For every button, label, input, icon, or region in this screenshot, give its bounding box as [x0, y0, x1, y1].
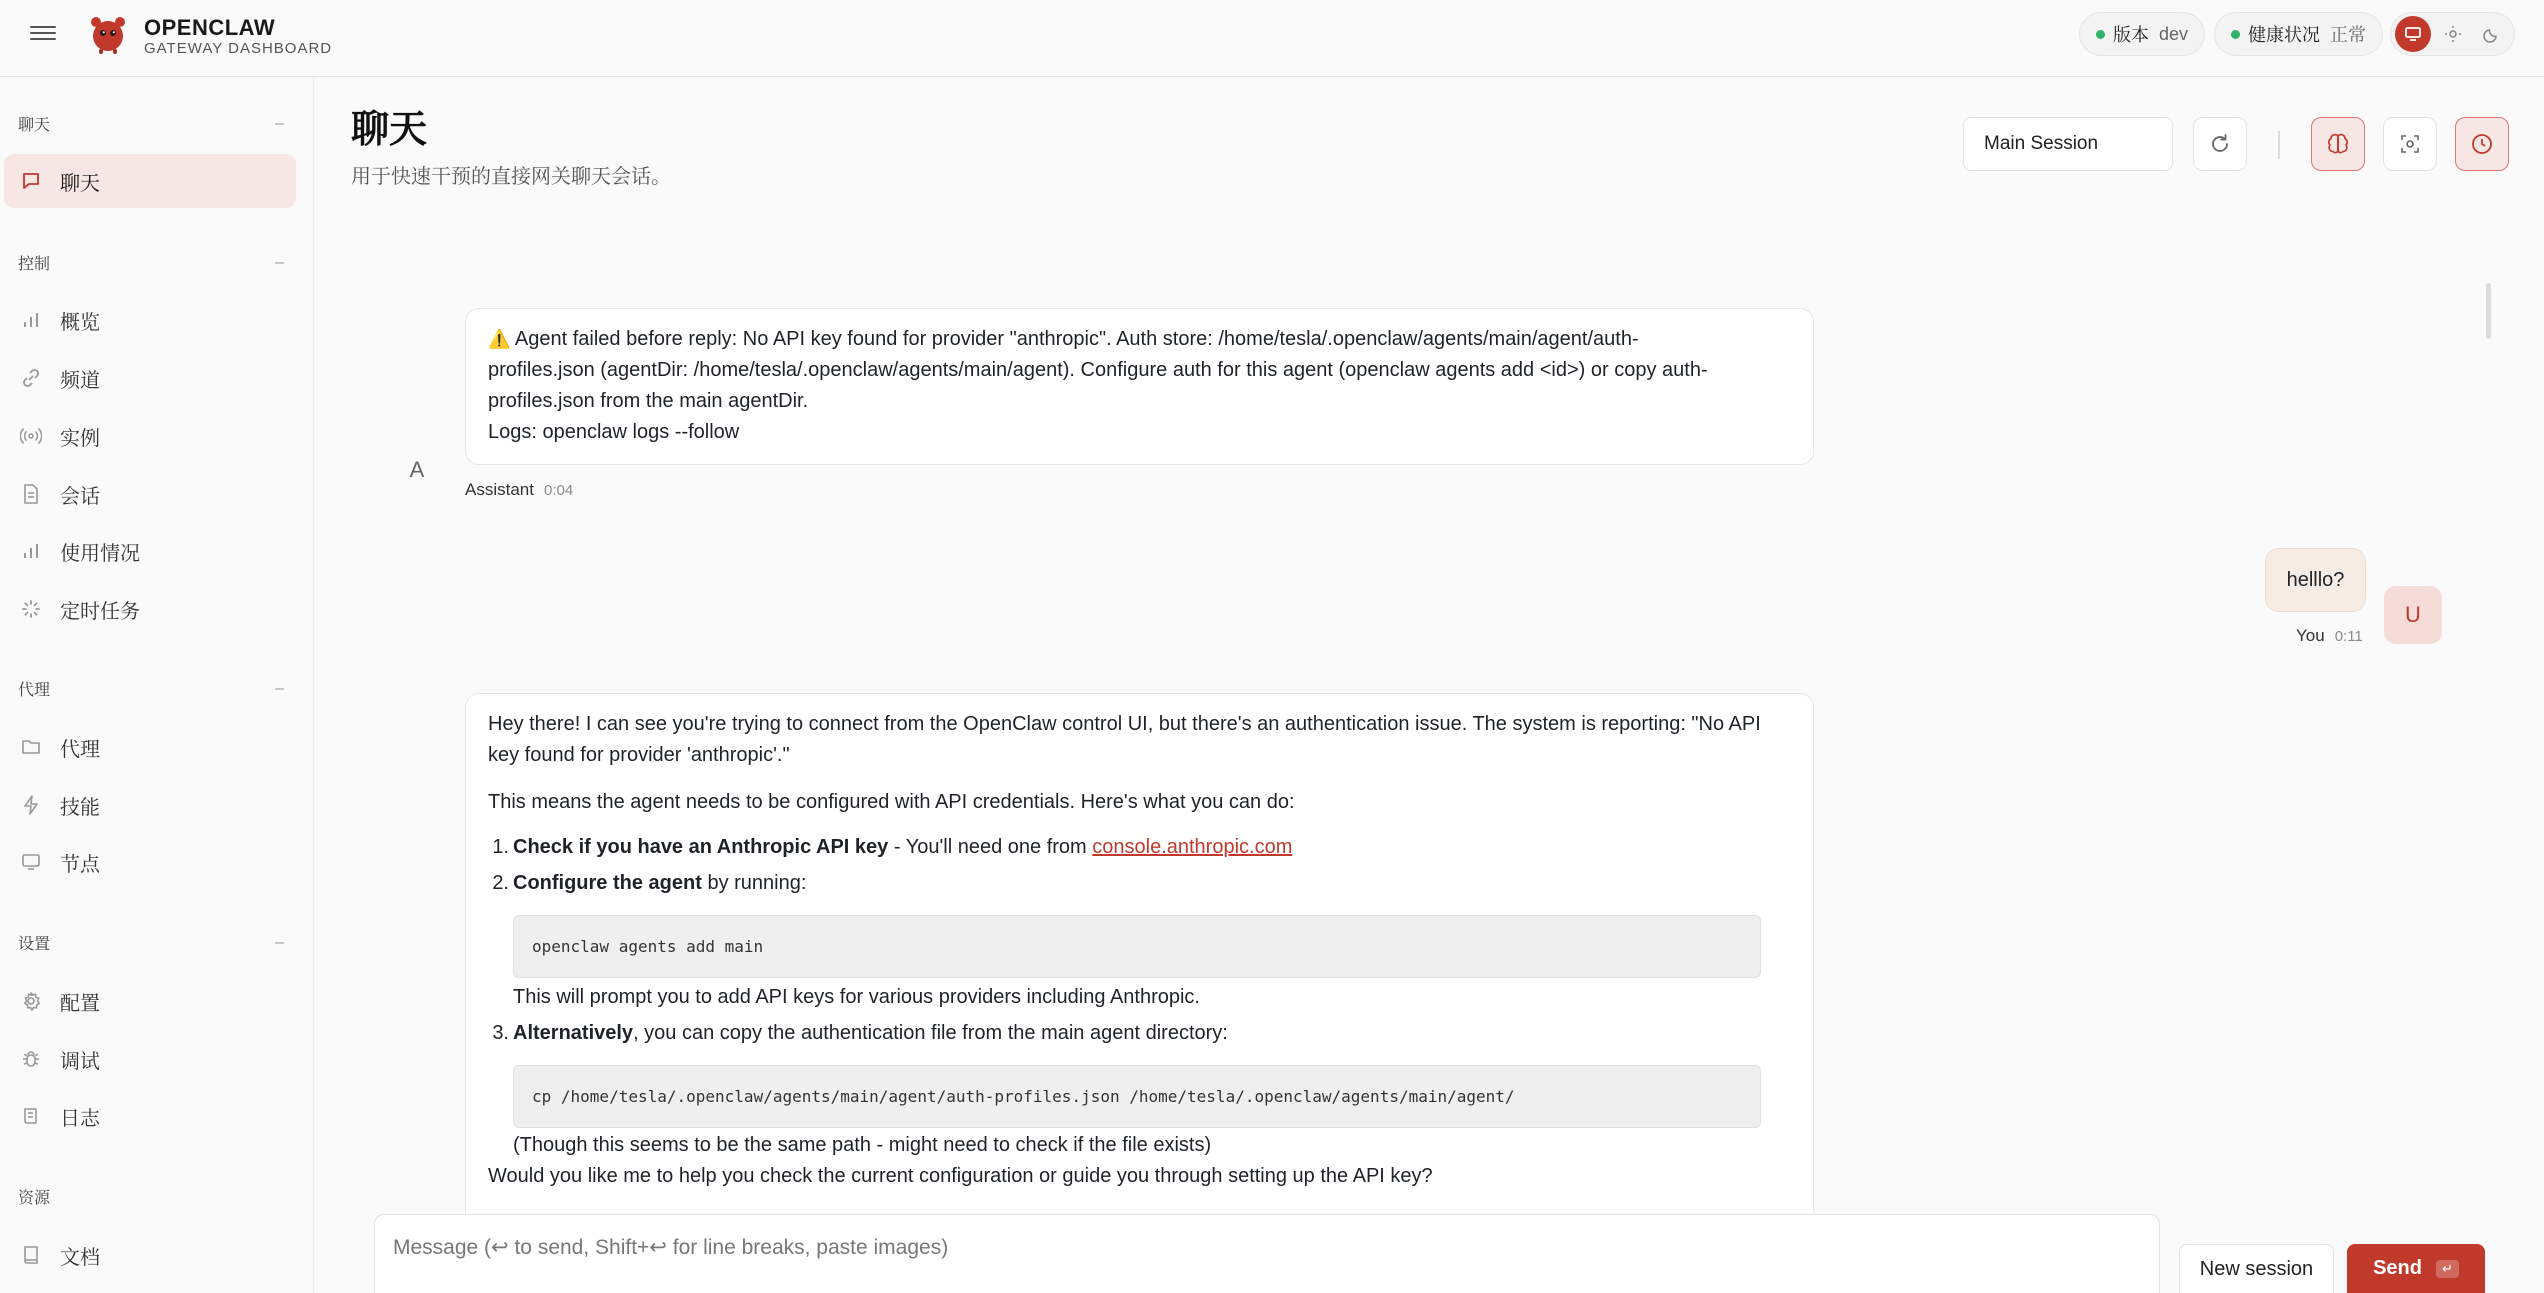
send-button[interactable]	[2347, 1244, 2485, 1293]
sun-icon	[2444, 25, 2462, 43]
sidebar-item-label: 文档	[60, 1246, 100, 1269]
theme-switcher	[2390, 12, 2515, 56]
sidebar-section-agents[interactable]	[18, 677, 284, 700]
clock-icon	[2470, 132, 2494, 156]
health-label: 健康状况	[2248, 25, 2320, 45]
sidebar-item-label: 定时任务	[60, 600, 140, 623]
monitor-icon	[20, 851, 42, 873]
list-number: 1.	[492, 836, 509, 858]
sidebar	[0, 77, 314, 1293]
list-item	[488, 832, 1791, 863]
history-button[interactable]	[2455, 117, 2509, 171]
step-title: Check if you have an Anthropic API key	[513, 836, 889, 858]
sidebar-item-label: 调试	[60, 1050, 100, 1073]
code-block[interactable]	[513, 915, 1761, 978]
message-meta	[465, 480, 573, 500]
gear-icon	[20, 990, 42, 1012]
health-badge	[2214, 12, 2383, 56]
page-subtitle: 用于快速干预的直接网关聊天会话。	[351, 166, 671, 188]
book-icon	[20, 1244, 42, 1266]
openclaw-logo	[86, 12, 130, 56]
sidebar-item-label: 实例	[60, 427, 100, 450]
version-badge	[2079, 12, 2205, 56]
broadcast-icon	[20, 425, 42, 447]
enter-key-icon: ↵	[2436, 1260, 2459, 1278]
sidebar-item-sessions[interactable]	[4, 467, 296, 521]
chat-icon	[20, 170, 42, 192]
reply-text: Would you like me to help you check the current configuration or guide you through setting up the API key?	[488, 1165, 1433, 1187]
sidebar-item-label: 聊天	[60, 172, 100, 195]
list-item	[488, 868, 1791, 899]
section-title: 代理	[18, 682, 51, 699]
sidebar-item-label: 节点	[60, 853, 100, 876]
monitor-icon	[2404, 25, 2422, 43]
sidebar-item-skills[interactable]	[4, 778, 296, 832]
sidebar-item-label: 配置	[60, 992, 100, 1015]
chat-scrollbar[interactable]	[2486, 283, 2491, 339]
sidebar-item-label: 概览	[60, 311, 100, 334]
step-title: Alternatively	[513, 1022, 634, 1044]
error-line: profiles.json from the main agentDir.	[488, 390, 809, 412]
menu-icon[interactable]	[30, 22, 56, 48]
reply-text: This will prompt you to add API keys for various providers including Anthropic.	[513, 986, 1200, 1008]
error-line: Logs: openclaw logs --follow	[488, 421, 740, 443]
top-bar	[0, 0, 2544, 77]
sidebar-item-label: 日志	[60, 1107, 100, 1130]
theme-dark-button[interactable]	[2474, 16, 2510, 52]
code-text: cp /home/tesla/.openclaw/agents/main/agent/auth-profiles.json /home/tesla/.openclaw/agents/main/agent/	[532, 1087, 1515, 1106]
message-meta	[2296, 626, 2363, 646]
error-line: profiles.json (agentDir: /home/tesla/.openclaw/agents/main/agent). Configure auth for this agent (openclaw agents add <id>) or copy auth-	[488, 359, 1708, 381]
scroll-icon	[20, 1105, 42, 1127]
refresh-icon	[2209, 133, 2231, 155]
sidebar-item-config[interactable]	[4, 974, 296, 1028]
bar-chart-icon	[20, 540, 42, 562]
sidebar-section-chat[interactable]	[18, 112, 284, 135]
moon-icon	[2483, 25, 2501, 43]
loader-icon	[20, 598, 42, 620]
collapse-icon: –	[275, 253, 284, 271]
sidebar-item-usage[interactable]	[4, 524, 296, 578]
assistant-reply-message	[465, 693, 1814, 1213]
sender-name: Assistant	[465, 480, 534, 499]
bar-chart-icon	[20, 309, 42, 331]
sidebar-item-debug[interactable]	[4, 1032, 296, 1086]
error-line: Agent failed before reply: No API key found for provider "anthropic". Auth store: /home/tesla/.openclaw/agents/main/agent/auth-	[514, 328, 1639, 350]
section-title: 设置	[18, 936, 51, 953]
status-dot-icon	[2096, 30, 2105, 39]
step-title: Configure the agent	[513, 872, 702, 894]
message-time: 0:11	[2334, 628, 2363, 645]
theme-system-button[interactable]	[2395, 16, 2431, 52]
focus-button[interactable]	[2383, 117, 2437, 171]
reply-text: (Though this seems to be the same path - might need to check if the file exists)	[513, 1134, 1212, 1156]
reply-text: This means the agent needs to be configured with API credentials. Here's what you can do:	[488, 791, 1295, 813]
brand-subtitle: GATEWAY DASHBOARD	[144, 40, 333, 57]
link-icon	[20, 367, 42, 389]
sidebar-item-label: 使用情况	[60, 542, 140, 565]
section-title: 控制	[18, 256, 51, 273]
section-title: 聊天	[18, 117, 51, 134]
collapse-icon: –	[275, 933, 284, 951]
sender-name: You	[2296, 626, 2325, 645]
sidebar-item-channels[interactable]	[4, 351, 296, 405]
sidebar-item-docs[interactable]	[4, 1228, 296, 1282]
assistant-avatar: A	[409, 457, 425, 482]
anthropic-console-link[interactable]: console.anthropic.com	[1092, 836, 1293, 858]
sidebar-item-label: 代理	[60, 738, 100, 761]
message-time: 0:04	[543, 482, 574, 499]
focus-icon	[2399, 133, 2421, 155]
sidebar-item-agents[interactable]	[4, 720, 296, 774]
new-session-button[interactable]: New session	[2179, 1244, 2334, 1293]
theme-light-button[interactable]	[2435, 16, 2471, 52]
page-title: 聊天	[351, 109, 428, 151]
folder-icon	[20, 736, 42, 758]
thinking-toggle-button[interactable]	[2311, 117, 2365, 171]
version-value: dev	[2159, 23, 2189, 44]
code-text: openclaw agents add main	[532, 937, 764, 956]
step-text: - You'll need one from	[888, 836, 1093, 858]
sidebar-item-label: 技能	[60, 796, 100, 819]
sidebar-item-logs[interactable]	[4, 1089, 296, 1143]
step-text: , you can copy the authentication file from the main agent directory:	[633, 1022, 1228, 1044]
toolbar-divider	[2278, 131, 2280, 159]
health-value: 正常	[2330, 25, 2366, 45]
session-select[interactable]: Main Session	[1963, 117, 2173, 171]
user-message	[2265, 548, 2366, 612]
bug-icon	[20, 1048, 42, 1070]
message-input[interactable]	[374, 1214, 2160, 1293]
sidebar-item-nodes[interactable]	[4, 835, 296, 889]
section-title: 资源	[18, 1190, 51, 1207]
list-number: 2.	[492, 872, 509, 894]
list-number: 3.	[492, 1022, 509, 1044]
version-label: 版本	[2113, 25, 2149, 45]
brand-title: OPENCLAW	[144, 15, 276, 40]
refresh-button[interactable]	[2193, 117, 2247, 171]
sidebar-item-instances[interactable]	[4, 409, 296, 463]
collapse-icon: –	[275, 114, 284, 132]
reply-text: Hey there! I can see you're trying to connect from the OpenClaw control UI, but there's an authentication issue. The system is reporting: "No API	[488, 713, 1761, 735]
sidebar-item-overview[interactable]	[4, 293, 296, 347]
sidebar-item-chat[interactable]	[4, 154, 296, 208]
sidebar-section-resources[interactable]	[18, 1185, 284, 1208]
collapse-icon: –	[275, 679, 284, 697]
sidebar-item-label: 会话	[60, 485, 100, 508]
reply-text: key found for provider 'anthropic'."	[488, 744, 790, 766]
list-item	[488, 1018, 1791, 1049]
step-text: by running:	[701, 872, 807, 894]
assistant-error-message	[465, 308, 1814, 465]
send-label: Send	[2373, 1257, 2422, 1279]
warning-icon: ⚠️	[488, 329, 511, 349]
message-placeholder: Message (↩ to send, Shift+↩ for line breaks, paste images)	[393, 1236, 949, 1259]
user-avatar: U	[2384, 586, 2442, 644]
sidebar-section-settings[interactable]	[18, 931, 284, 954]
code-block[interactable]	[513, 1065, 1761, 1128]
status-dot-icon	[2231, 30, 2240, 39]
user-message-text: helllo?	[2286, 568, 2345, 591]
sidebar-item-label: 频道	[60, 369, 100, 392]
lightning-icon	[20, 794, 42, 816]
sidebar-section-control[interactable]	[18, 251, 284, 274]
document-icon	[20, 483, 42, 505]
brain-icon	[2326, 132, 2350, 156]
sidebar-item-cron[interactable]	[4, 582, 296, 636]
